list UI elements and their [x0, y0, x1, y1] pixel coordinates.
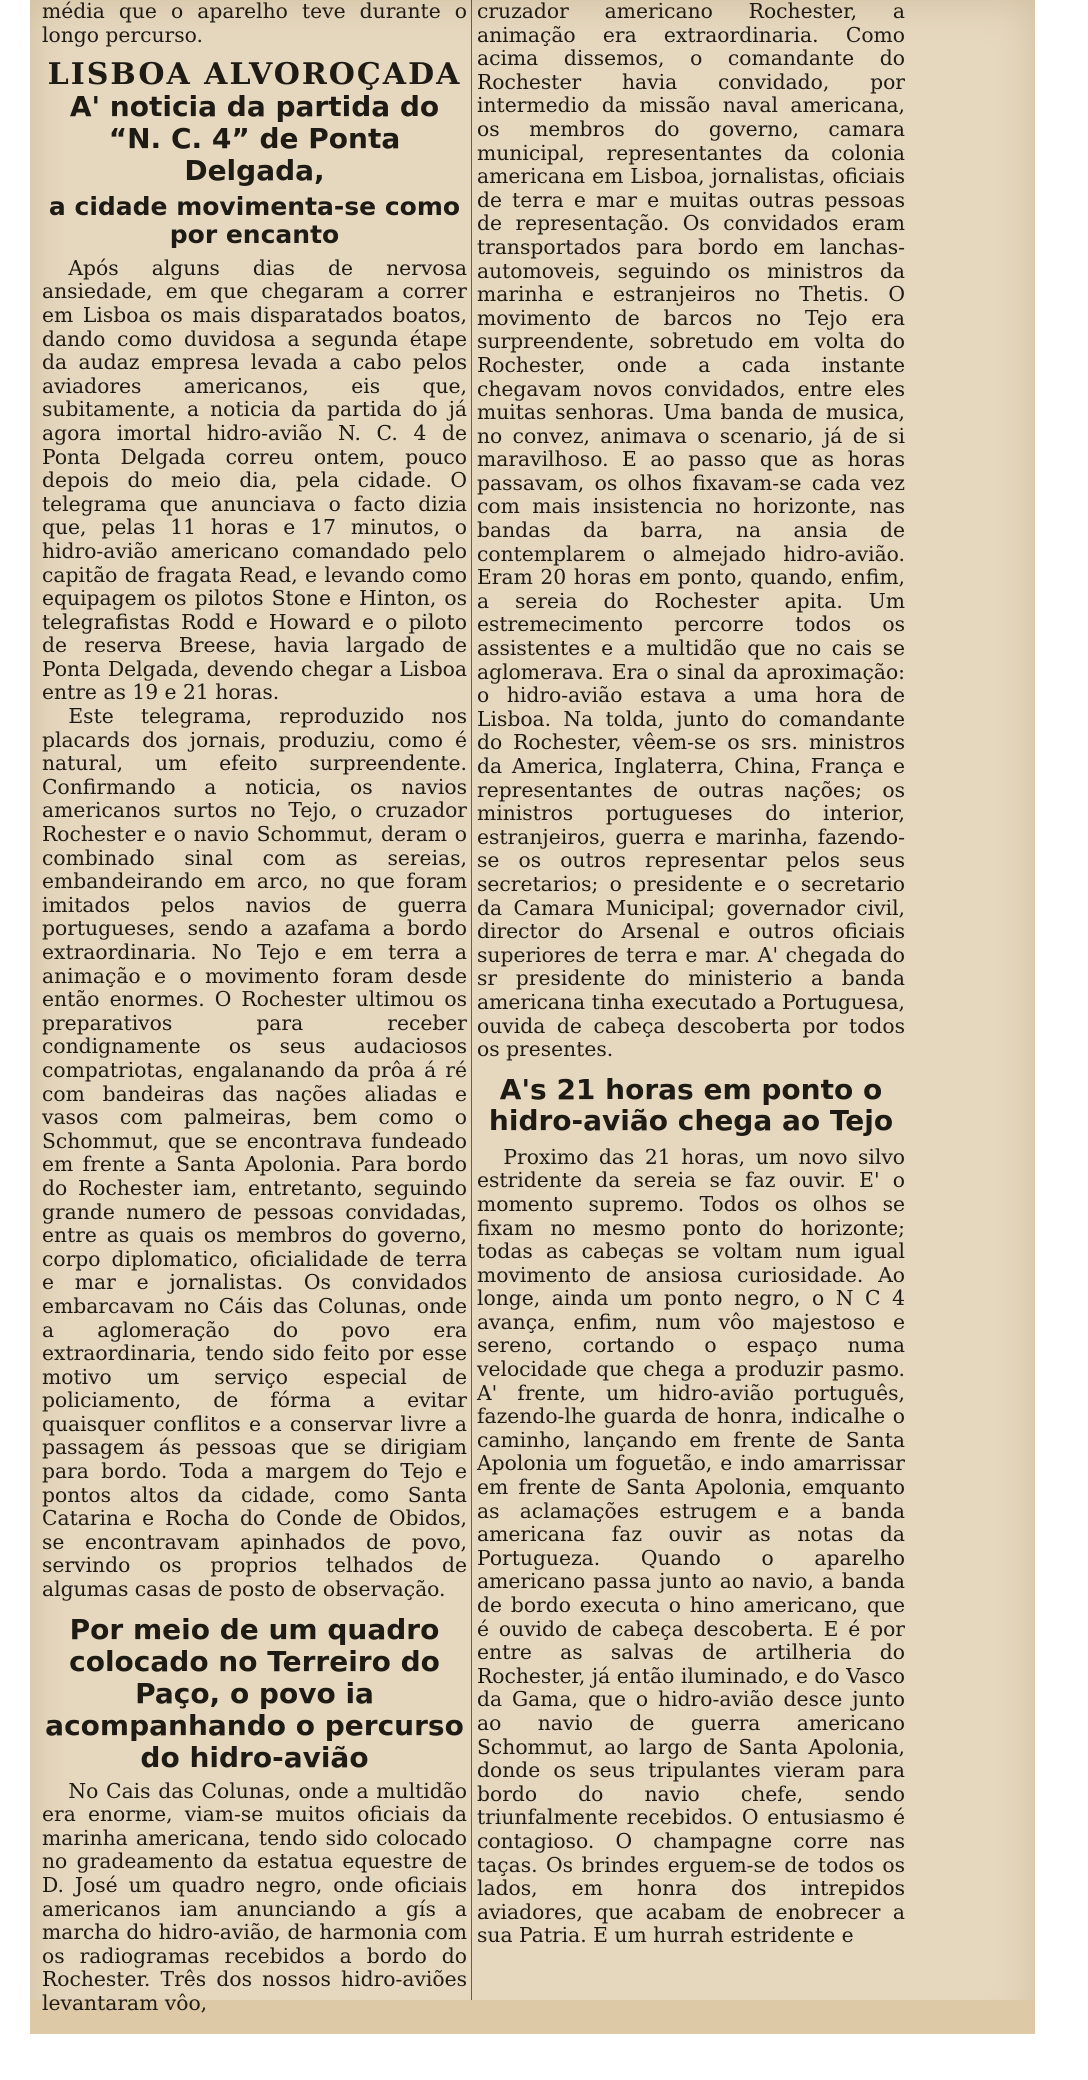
- left-paragraph-1: Após alguns dias de nervosa ansiedade, em que chegaram a correr em Lisboa os mais disparatados boatos, dando como duvidosa a segunda étape da audaz empresa levada a cabo pelos aviadores americanos, eis que, subitamente, a noticia da partida do já agora imortal hidro-avião N. C. 4 de Ponta Delgada correu ontem, pouco depois do meio dia, pela cidade. O telegrama que anunciava o facto dizia que, pelas 11 horas e 17 minutos, o hidro-avião americano comandado pelo capitão de fragata Read, e levando como equipagem os pilotos Stone e Hinton, os telegrafistas Rodd e Howard e o piloto de reserva Breese, havia largado de Ponta Delgada, devendo chegar a Lisboa entre as 19 e 21 horas.: [42, 255, 467, 705]
- subhead-terreiro-do-paco: Por meio de um quadro colocado no Terreiro do Paço, o povo ia acompanhando o percurso do hidro-avião: [45, 1612, 464, 1774]
- subhead-21-horas: A's 21 horas em ponto o hidro-avião chega ao Tejo: [488, 1072, 894, 1137]
- subhead-partida: A' noticia da partida do “N. C. 4” de Ponta Delgada,: [69, 89, 440, 187]
- right-top-fragment: cruzador americano Rochester, a animação era extraordinaria. Como acima dissemos, o comandante do Rochester havia convidado, por intermedio da missão naval americana, os membros do governo, camara municipal, representantes da colonia americana em Lisboa, jornalistas, oficiais de terra e mar e muitas outras pessoas de representação. Os convidados eram transportados para bordo em lanchas-automoveis, seguindo os ministros da marinha e estranjeiros no Thetis. O movimento de barcos no Tejo era surpreendente, sobretudo em volta do Rochester, onde a cada instante chegavam novos convidados, entre eles muitas senhoras. Uma banda de musica, no convez, animava o scenario, já de si maravilhoso. E ao passo que as horas passavam, os olhos fixavam-se cada vez com mais insistencia no horizonte, nas bandas da barra, na ansia de contemplarem o almejado hidro-avião. Eram 20 horas em ponto, quando, enfim, a sereia do Rochester apita. Um estremecimento percorre todos os assistentes e a multidão que no cais se aglomerava. Era o sinal da aproximação: o hidro-avião estava a uma hora de Lisboa. Na tolda, junto do comandante do Rochester, vêem-se os srs. ministros da America, Inglaterra, China, França e representantes de outras nações; os ministros portugueses do interior, estranjeiros, guerra e marinha, fazendo-se os outros representar pelos seus secretarios; o presidente e o secretario da Camara Municipal; governador civil, director do Arsenal e outros oficiais superiores de terra e mar. A' chegada do sr presidente do ministerio a banda americana tinha executado a Portuguesa, ouvida de cabeça descoberta por todos os presentes.: [477, 0, 905, 1062]
- column-divider: [471, 0, 472, 2000]
- right-paragraph-1: Proximo das 21 horas, um novo silvo estridente da sereia se faz ouvir. E' o momento supremo. Todos os olhos se fixam no mesmo ponto do horizonte; todas as cabeças se voltam num igual movimento de ansiosa curiosidade. Ao longe, ainda um ponto negro, o N C 4 avança, enfim, num vôo majestoso e sereno, cortando o espaço numa velocidade que chega a produzir pasmo. A' frente, um hidro-avião português, fazendo-lhe guarda de honra, indicalhe o caminho, lançando em frente de Santa Apolonia um foguetão, e indo amarrissar em frente de Santa Apolonia, emquanto as aclamações estrugem e a banda americana faz ouvir as notas da Portugueza. Quando o aparelho americano passa junto ao navio, a banda de bordo executa o hino americano, que é ouvido de cabeça descoberta. E é por entre as salvas de artilheria do Rochester, já então iluminado, e do Vasco da Gama, que o hidro-avião desce junto ao navio de guerra americano Schommut, ao largo de Santa Apolonia, donde os seus tripulantes vieram para bordo do navio chefe, sendo triunfalmente recebidos. O entusiasmo é contagioso. O champagne corre nas taças. Os brindes erguem-se de todos os lados, em honra dos intrepidos aviadores, que acabam de enobrecer a sua Patria. E um hurrah estridente e: [477, 1144, 905, 1948]
- subhead-cidade: a cidade movimenta-se como por encanto: [48, 191, 461, 249]
- right-column: [477, 0, 905, 1948]
- left-column: [42, 0, 467, 2016]
- left-paragraph-2: Este telegrama, reproduzido nos placards dos jornais, produziu, como é natural, um efeito surpreendente. Confirmando a noticia, os navios americanos surtos no Tejo, o cruzador Rochester e o navio Schommut, deram o combinado sinal com as sereias, embandeirando em arco, no que foram imitados pelos navios de guerra portugueses, sendo a azafama a bordo extraordinaria. No Tejo e em terra a animação e o movimento foram desde então enormes. O Rochester ultimou os preparativos para receber condignamente os seus audaciosos compatriotas, engalanando da prôa á ré com bandeiras das nações aliadas e vasos com palmeiras, bem como o Schommut, que se encontrava fundeado em frente a Santa Apolonia. Para bordo do Rochester iam, entretanto, seguindo grande numero de pessoas convidadas, entre as quais os membros do governo, corpo diplomatico, oficialidade de terra e mar e jornalistas. Os convidados embarcavam no Cáis das Colunas, onde a aglomeração do povo era extraordinaria, tendo sido feito por esse motivo um serviço especial de policiamento, de fórma a evitar quaisquer conflitos e a conservar livre a passagem ás pessoas que se dirigiam para bordo. Toda a margem do Tejo e pontos altos da cidade, como Santa Catarina e Rocha do Conde de Obidos, se encontravam apinhados de povo, servindo os proprios telhados de algumas casas de posto de observação.: [42, 704, 467, 1602]
- headline-lisboa-alvorocada: LISBOA ALVOROÇADA: [47, 57, 462, 93]
- left-top-fragment: média que o aparelho teve durante o longo percurso.: [42, 0, 467, 47]
- left-paragraph-3: No Cais das Colunas, onde a multidão era enorme, viam-se muitos oficiais da marinha americana, tendo sido colocado no gradeamento da estatua equestre de D. José um quadro negro, onde oficiais americanos iam anunciando a gís a marcha do hidro-avião, de harmonia com os radiogramas recebidos a bordo do Rochester. Três dos nossos hidro-aviões levantaram vôo,: [42, 1778, 467, 2015]
